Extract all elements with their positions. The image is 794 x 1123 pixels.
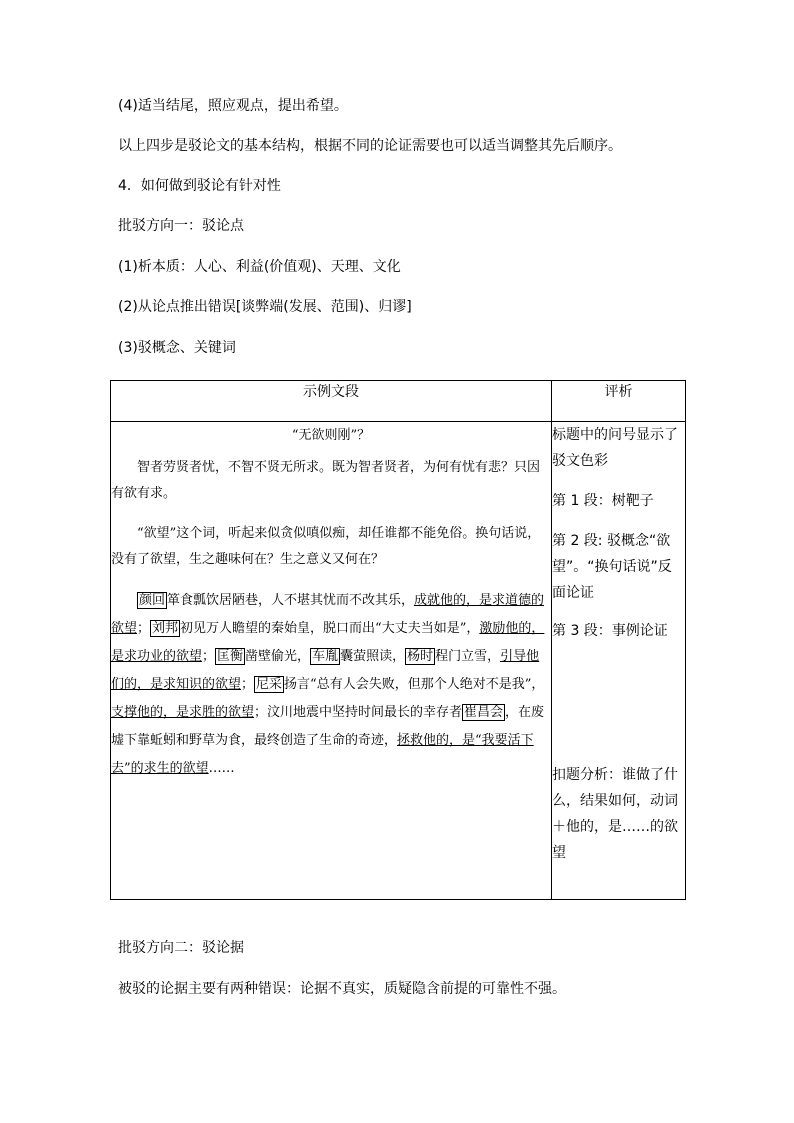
- boxed-name: 匡衡: [217, 649, 244, 664]
- boxed-name: 颜回: [139, 593, 166, 608]
- text-line: (3)驳概念、关键词: [118, 340, 236, 356]
- passage-paragraph-1: 智者劳贤者忧，不智不贤无所求。既为智者贤者，为何有忧有悲？只因有欲有求。: [111, 460, 541, 501]
- text-line: 批驳方向二：驳论据: [118, 940, 244, 956]
- boxed-name: 杨时: [407, 649, 434, 664]
- text-line: (4)适当结尾，照应观点，提出希望。: [118, 98, 348, 114]
- boxed-name: 崔昌会: [464, 705, 504, 720]
- boxed-name: 刘邦: [152, 621, 179, 636]
- analysis-note: 第 1 段：树靶子: [552, 493, 654, 509]
- text-line: 批驳方向一：驳论点: [118, 218, 244, 234]
- boxed-name: 车胤: [312, 649, 339, 664]
- text-line: 被驳的论据主要有两种错误：论据不真实，质疑隐含前提的可靠性不强。: [118, 981, 566, 997]
- underlined-phrase: 成就他的，是求道德的欲望: [111, 593, 545, 636]
- boxed-name: 尼采: [256, 677, 283, 692]
- analysis-note: 扣题分析：谁做了什么，结果如何，动词＋他的，是……的欲望: [552, 767, 678, 861]
- underlined-phrase: 拯救他的，是“我要活下去”的求生的欲望: [111, 733, 534, 776]
- passage-title: “无欲则刚”？: [291, 428, 371, 443]
- section-heading: 4．如何做到驳论有针对性: [118, 178, 281, 194]
- underlined-phrase: 激励他的，是求功业的欲望: [111, 621, 545, 664]
- table-header-analysis: 评析: [552, 381, 686, 422]
- table-header-example: 示例文段: [111, 381, 552, 422]
- analysis-cell: [552, 422, 686, 900]
- underlined-phrase: 引导他们的，是求知识的欲望: [111, 649, 540, 692]
- example-table: [110, 380, 686, 900]
- analysis-note: 第 3 段：事例论证: [552, 623, 668, 639]
- example-passage-cell: [111, 422, 552, 900]
- text-line: 以上四步是驳论文的基本结构，根据不同的论证需要也可以适当调整其先后顺序。: [118, 138, 622, 154]
- analysis-note: 第 2 段: 驳概念“欲望”。“换句话说”反面论证: [552, 533, 672, 601]
- analysis-note: 标题中的问号显示了驳文色彩: [552, 427, 678, 469]
- text-line: (2)从论点推出错误[谈弊端(发展、范围)、归谬]: [118, 299, 412, 315]
- underlined-phrase: 支撑他的，是求胜的欲望: [111, 705, 255, 720]
- passage-paragraph-3: 颜回 箪食瓢饮居陋巷，人不堪其忧而不改其乐，成就他的，是求道德的欲望； 刘邦 初见万人瞻望的秦始皇，脱口而出“大丈夫当如是”，激励他的，是求功业的欲望； 匡衡 凿壁偷光， 车胤 囊萤照读， 杨时 程门立雪，引导他们的，是求知识的欲望； 尼采 扬言“总有人会失败，但那个人绝对不是我”，支撑他的，是求胜的欲望；汶川地震中坚持时间最长的幸存者 崔昌会 ，在废墟下靠蚯蚓和野草为食，最终创造了生命的奇迹，拯救他的，是“我要活下去”的求生的欲望……: [111, 593, 545, 776]
- text-line: (1)析本质：人心、利益(价值观)、天理、文化: [118, 259, 401, 275]
- passage-paragraph-2: “欲望”这个词，听起来似贪似嗔似痴，却任谁都不能免俗。换句话说，没有了欲望，生之趣味何在？生之意义又何在？: [111, 526, 541, 567]
